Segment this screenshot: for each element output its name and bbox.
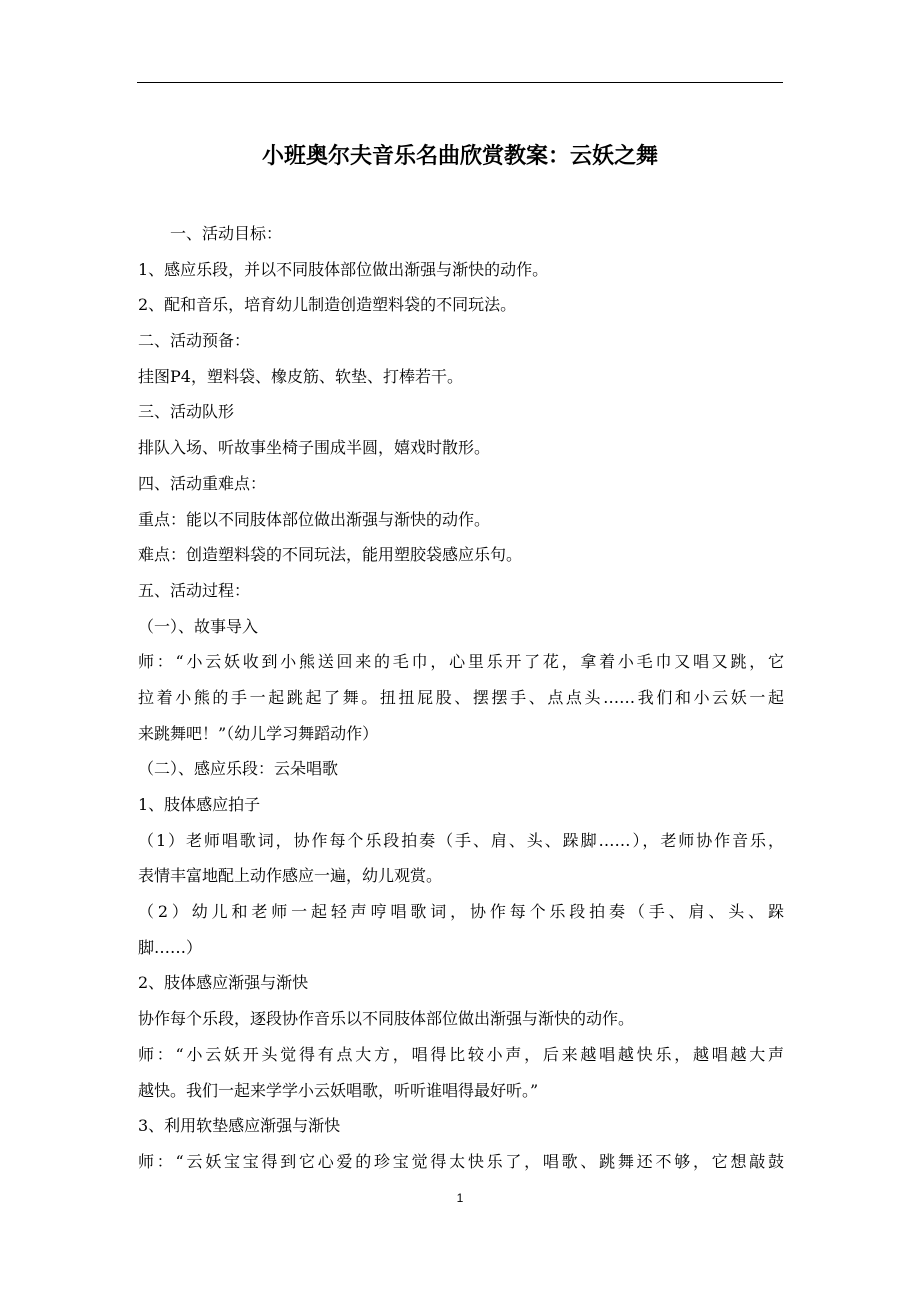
section-heading-key-points: 四、活动重难点： xyxy=(138,473,267,493)
paragraph-line: （1）老师唱歌词，协作每个乐段拍奏（手、肩、头、跺脚……），老师协作音乐， xyxy=(138,830,784,850)
paragraph-line: 排队入场、听故事坐椅子围成半圆，嬉戏时散形。 xyxy=(138,438,491,458)
paragraph-line: 拉着小熊的手一起跳起了舞。扭扭屁股、摆摆手、点点头……我们和小云妖一起 xyxy=(138,687,784,707)
paragraph-line: （2）幼儿和老师一起轻声哼唱歌词，协作每个乐段拍奏（手、肩、头、跺 xyxy=(138,902,784,922)
paragraph-line: 师：“小云妖开头觉得有点大方，唱得比较小声，后来越唱越快乐，越唱越大声 xyxy=(138,1044,784,1064)
subsection-heading: （一）、故事导入 xyxy=(138,616,259,636)
paragraph-line: 师：“小云妖收到小熊送回来的毛巾，心里乐开了花，拿着小毛巾又唱又跳，它 xyxy=(138,652,784,672)
paragraph-line: 越快。我们一起来学学小云妖唱歌，听听谁唱得最好听。” xyxy=(138,1080,539,1100)
paragraph-line: 挂图P4，塑料袋、橡皮筋、软垫、打棒若干。 xyxy=(138,366,463,386)
paragraph-line: 师：“云妖宝宝得到它心爱的珍宝觉得太快乐了，唱歌、跳舞还不够，它想敲鼓 xyxy=(138,1151,784,1171)
paragraph-line: 表情丰富地配上动作感应一遍，幼儿观赏。 xyxy=(138,866,443,886)
page-number: 1 xyxy=(456,1191,464,1205)
document-body xyxy=(138,216,784,1180)
paragraph-line: 2、配和音乐，培育幼儿制造创造塑料袋的不同玩法。 xyxy=(138,295,517,315)
section-heading-preparation: 二、活动预备： xyxy=(138,331,251,351)
document-title: 小班奥尔夫音乐名曲欣赏教案：云妖之舞 xyxy=(261,144,658,169)
section-heading-objectives: 一、活动目标： xyxy=(170,224,283,243)
paragraph-line: 1、感应乐段，并以不同肢体部位做出渐强与渐快的动作。 xyxy=(138,259,549,279)
step-heading: 1、肢体感应拍子 xyxy=(138,795,261,814)
paragraph-line: 来跳舞吧！”（幼儿学习舞蹈动作） xyxy=(138,723,379,743)
section-heading-formation: 三、活动队形 xyxy=(138,402,235,422)
step-heading: 2、肢体感应渐强与渐快 xyxy=(138,973,309,993)
section-heading-process: 五、活动过程： xyxy=(138,580,251,600)
paragraph-line: 重点：能以不同肢体部位做出渐强与渐快的动作。 xyxy=(138,509,491,529)
paragraph-line: 协作每个乐段，逐段协作音乐以不同肢体部位做出渐强与渐快的动作。 xyxy=(138,1009,635,1029)
header-rule xyxy=(137,82,783,83)
paragraph-line: 难点：创造塑料袋的不同玩法，能用塑胶袋感应乐句。 xyxy=(138,545,523,565)
paragraph-line: 脚……） xyxy=(138,937,203,957)
step-heading: 3、利用软垫感应渐强与渐快 xyxy=(138,1116,341,1136)
subsection-heading: （二）、感应乐段：云朵唱歌 xyxy=(138,759,339,779)
